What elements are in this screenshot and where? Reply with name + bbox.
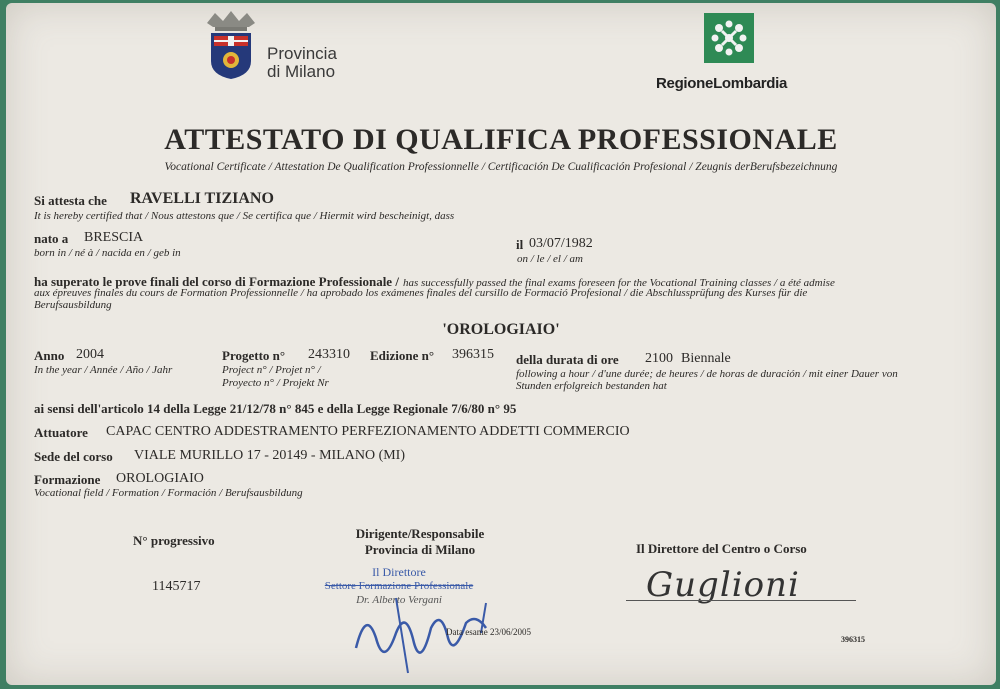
passed-translation1: has successfully passed the final exams foreseen for the Vocational Training classes / a été admise [402,277,835,289]
center-director-signature: Guglioni [646,565,800,605]
duration-label: della durata di ore [516,352,619,367]
duration-translation2: Stunden erfolgreich bestanden hat [516,380,667,392]
rosa-camuna-icon [704,13,754,63]
law-reference: ai sensi dell'articolo 14 della Legge 21/12/78 n° 845 e della Legge Regionale 7/6/80 n° 95 [34,401,517,416]
project-translation1: Project n° / Projet n° / [222,364,321,376]
progressive-value: 1145717 [152,579,201,594]
region-name: RegioneLombardia [656,75,788,92]
province-line2: di Milano [267,62,336,81]
year-value: 2004 [76,347,104,362]
duration-value: 2100 [645,351,673,366]
center-director-label: Il Direttore del Centro o Corso [636,541,807,556]
province-name [267,45,337,81]
training-label: Formazione [34,472,101,487]
project-label: Progetto n° [222,348,286,363]
certify-translation: It is hereby certified that / Nous attestons que / Se certifica que / Hiermit wird bescheinigt, dass [34,210,455,222]
exam-date: Data esame 23/06/2005 [446,627,531,637]
crest-icon [201,9,261,81]
edition-value: 396315 [452,347,494,362]
certificate-title: ATTESTATO DI QUALIFICA PROFESSIONALE [164,123,838,156]
edition-label: Edizione n° [370,348,435,363]
provincia-crest [201,9,261,86]
manager-line1: Dirigente/Responsabile [355,526,485,541]
manager-title [332,526,508,558]
certificate-subtitle: Vocational Certificate / Attestation De Qualification Professionnelle / Certificación De Cualificación Profesional / Zeugnis derBerufsbezeichnung [164,161,838,173]
year-translation: In the year / Année / Año / Jahr [34,364,173,376]
holder-name: RAVELLI TIZIANO [130,190,274,207]
stamp-line3: Dr. Alberto Vergani [356,594,442,606]
birthdate-translation: on / le / el / am [517,253,583,265]
birthdate-label: il [516,237,524,252]
project-value: 243310 [308,347,350,362]
birthdate-value: 03/07/1982 [529,236,593,251]
duration-translation1: following a hour / d'une durée; de heures / de horas de duración / mit einer Dauer von [516,368,898,380]
stamp-line1: Il Direttore [372,565,426,579]
course-title: 'OROLOGIAIO' [442,321,560,338]
training-value: OROLOGIAIO [116,471,204,486]
passed-translation2: aux épreuves finales du cours de Formation Professionnelle / ha aprobado los exámenes finales del cursillo de Formació Profesional / die Abschlussprüfung des Kurses für die [34,287,808,299]
lombardia-logo [704,13,754,63]
birthplace-value: BRESCIA [84,230,144,245]
stamp-line2: Settore Formazione Professionale [324,580,474,592]
duration-type: Biennale [681,351,731,366]
passed-translation3: Berufsausbildung [34,299,112,311]
year-label: Anno [34,348,65,363]
certify-label: Si attesta che [34,193,107,208]
progressive-label: N° progressivo [133,533,215,548]
birthplace-translation: born in / né à / nacida en / geb in [34,247,181,259]
certificate [6,3,996,685]
seat-value: VIALE MURILLO 17 - 20149 - MILANO (MI) [134,448,406,463]
actuator-label: Attuatore [34,425,88,440]
passed-text: ha superato le prove finali del corso di Formazione Professionale / [34,274,399,289]
signature-line [626,600,856,601]
manager-line2: Provincia di Milano [364,542,476,557]
birthplace-label: nato a [34,231,69,246]
certificate-code: 396315 [841,635,865,644]
training-translation: Vocational field / Formation / Formación / Berufsausbildung [34,487,303,499]
province-line1: Provincia [267,44,337,63]
seat-label: Sede del corso [34,449,113,464]
project-translation2: Proyecto n° / Projekt Nr [222,377,329,389]
actuator-value: CAPAC CENTRO ADDESTRAMENTO PERFEZIONAMENTO ADDETTI COMMERCIO [106,424,630,439]
